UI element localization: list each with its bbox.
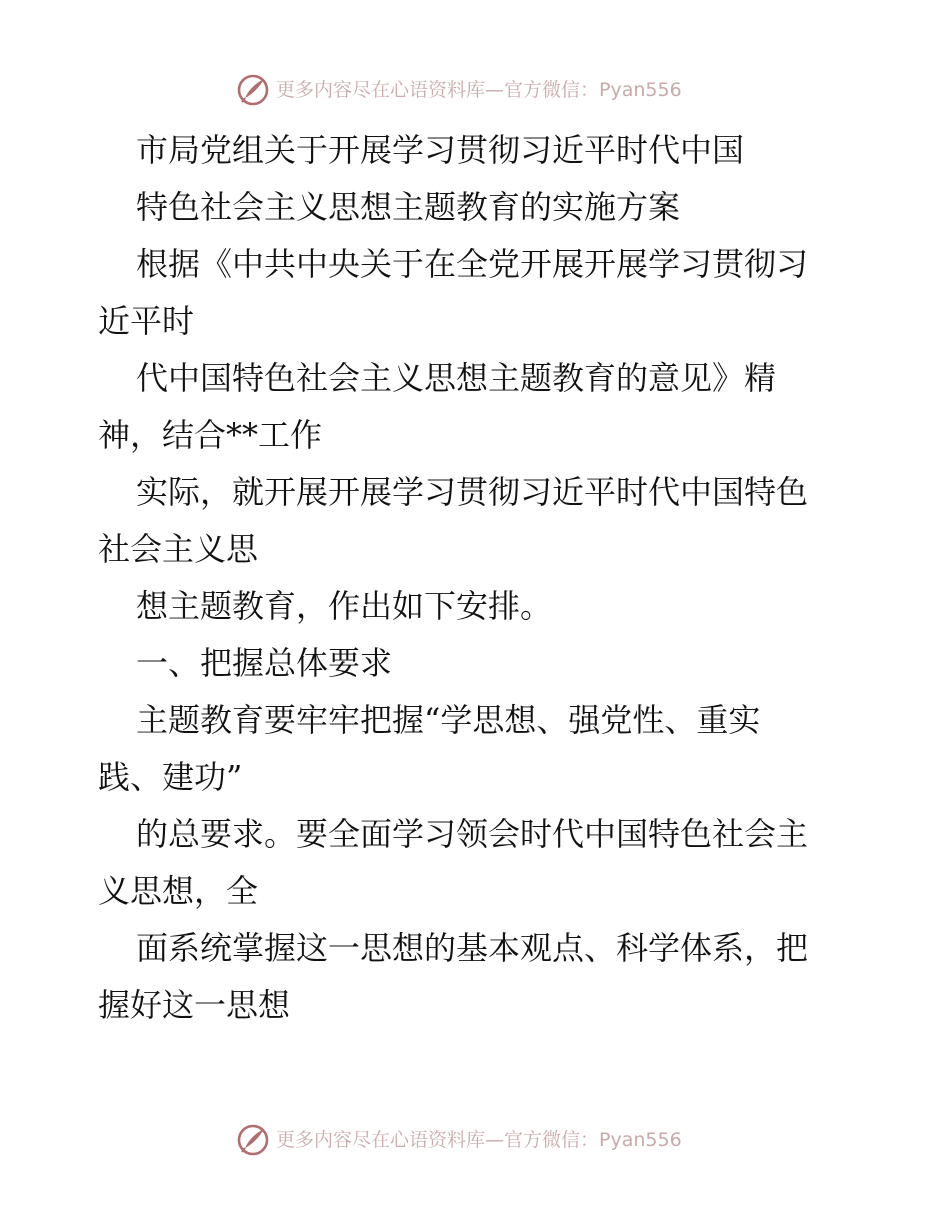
feather-pen-circle-icon xyxy=(236,73,270,107)
section-heading: 一、把握总体要求 xyxy=(136,644,393,682)
paragraph-line: 代中国特色社会主义思想主题教育的意见》精 xyxy=(136,359,777,397)
footer-watermark xyxy=(236,1122,682,1158)
paragraph-line: 握好这一思想 xyxy=(98,986,291,1024)
paragraph-line: 近平时 xyxy=(98,302,195,340)
paragraph-line: 想主题教育，作出如下安排。 xyxy=(136,587,553,625)
header-watermark xyxy=(236,72,682,108)
paragraph-line: 面系统掌握这一思想的基本观点、科学体系，把 xyxy=(136,929,809,967)
title-line-2: 特色社会主义思想主题教育的实施方案 xyxy=(136,188,681,226)
title-line-1: 市局党组关于开展学习贯彻习近平时代中国 xyxy=(136,131,745,169)
paragraph-line: 践、建功” xyxy=(98,758,243,796)
paragraph-line: 的总要求。要全面学习领会时代中国特色社会主 xyxy=(136,815,809,853)
paragraph-line: 神，结合**工作 xyxy=(98,416,323,454)
document-body xyxy=(98,122,858,1034)
watermark-text: 更多内容尽在心语资料库—官方微信：Pyan556 xyxy=(276,1129,682,1151)
paragraph-line: 实际，就开展开展学习贯彻习近平时代中国特色 xyxy=(136,473,809,511)
feather-pen-circle-icon xyxy=(236,1123,270,1157)
paragraph-line: 主题教育要牢牢把握“学思想、强党性、重实 xyxy=(136,701,761,739)
paragraph-line: 义思想，全 xyxy=(98,872,259,910)
watermark-text: 更多内容尽在心语资料库—官方微信：Pyan556 xyxy=(276,79,682,101)
paragraph-line: 社会主义思 xyxy=(98,530,259,568)
paragraph-line: 根据《中共中央关于在全党开展开展学习贯彻习 xyxy=(136,245,809,283)
